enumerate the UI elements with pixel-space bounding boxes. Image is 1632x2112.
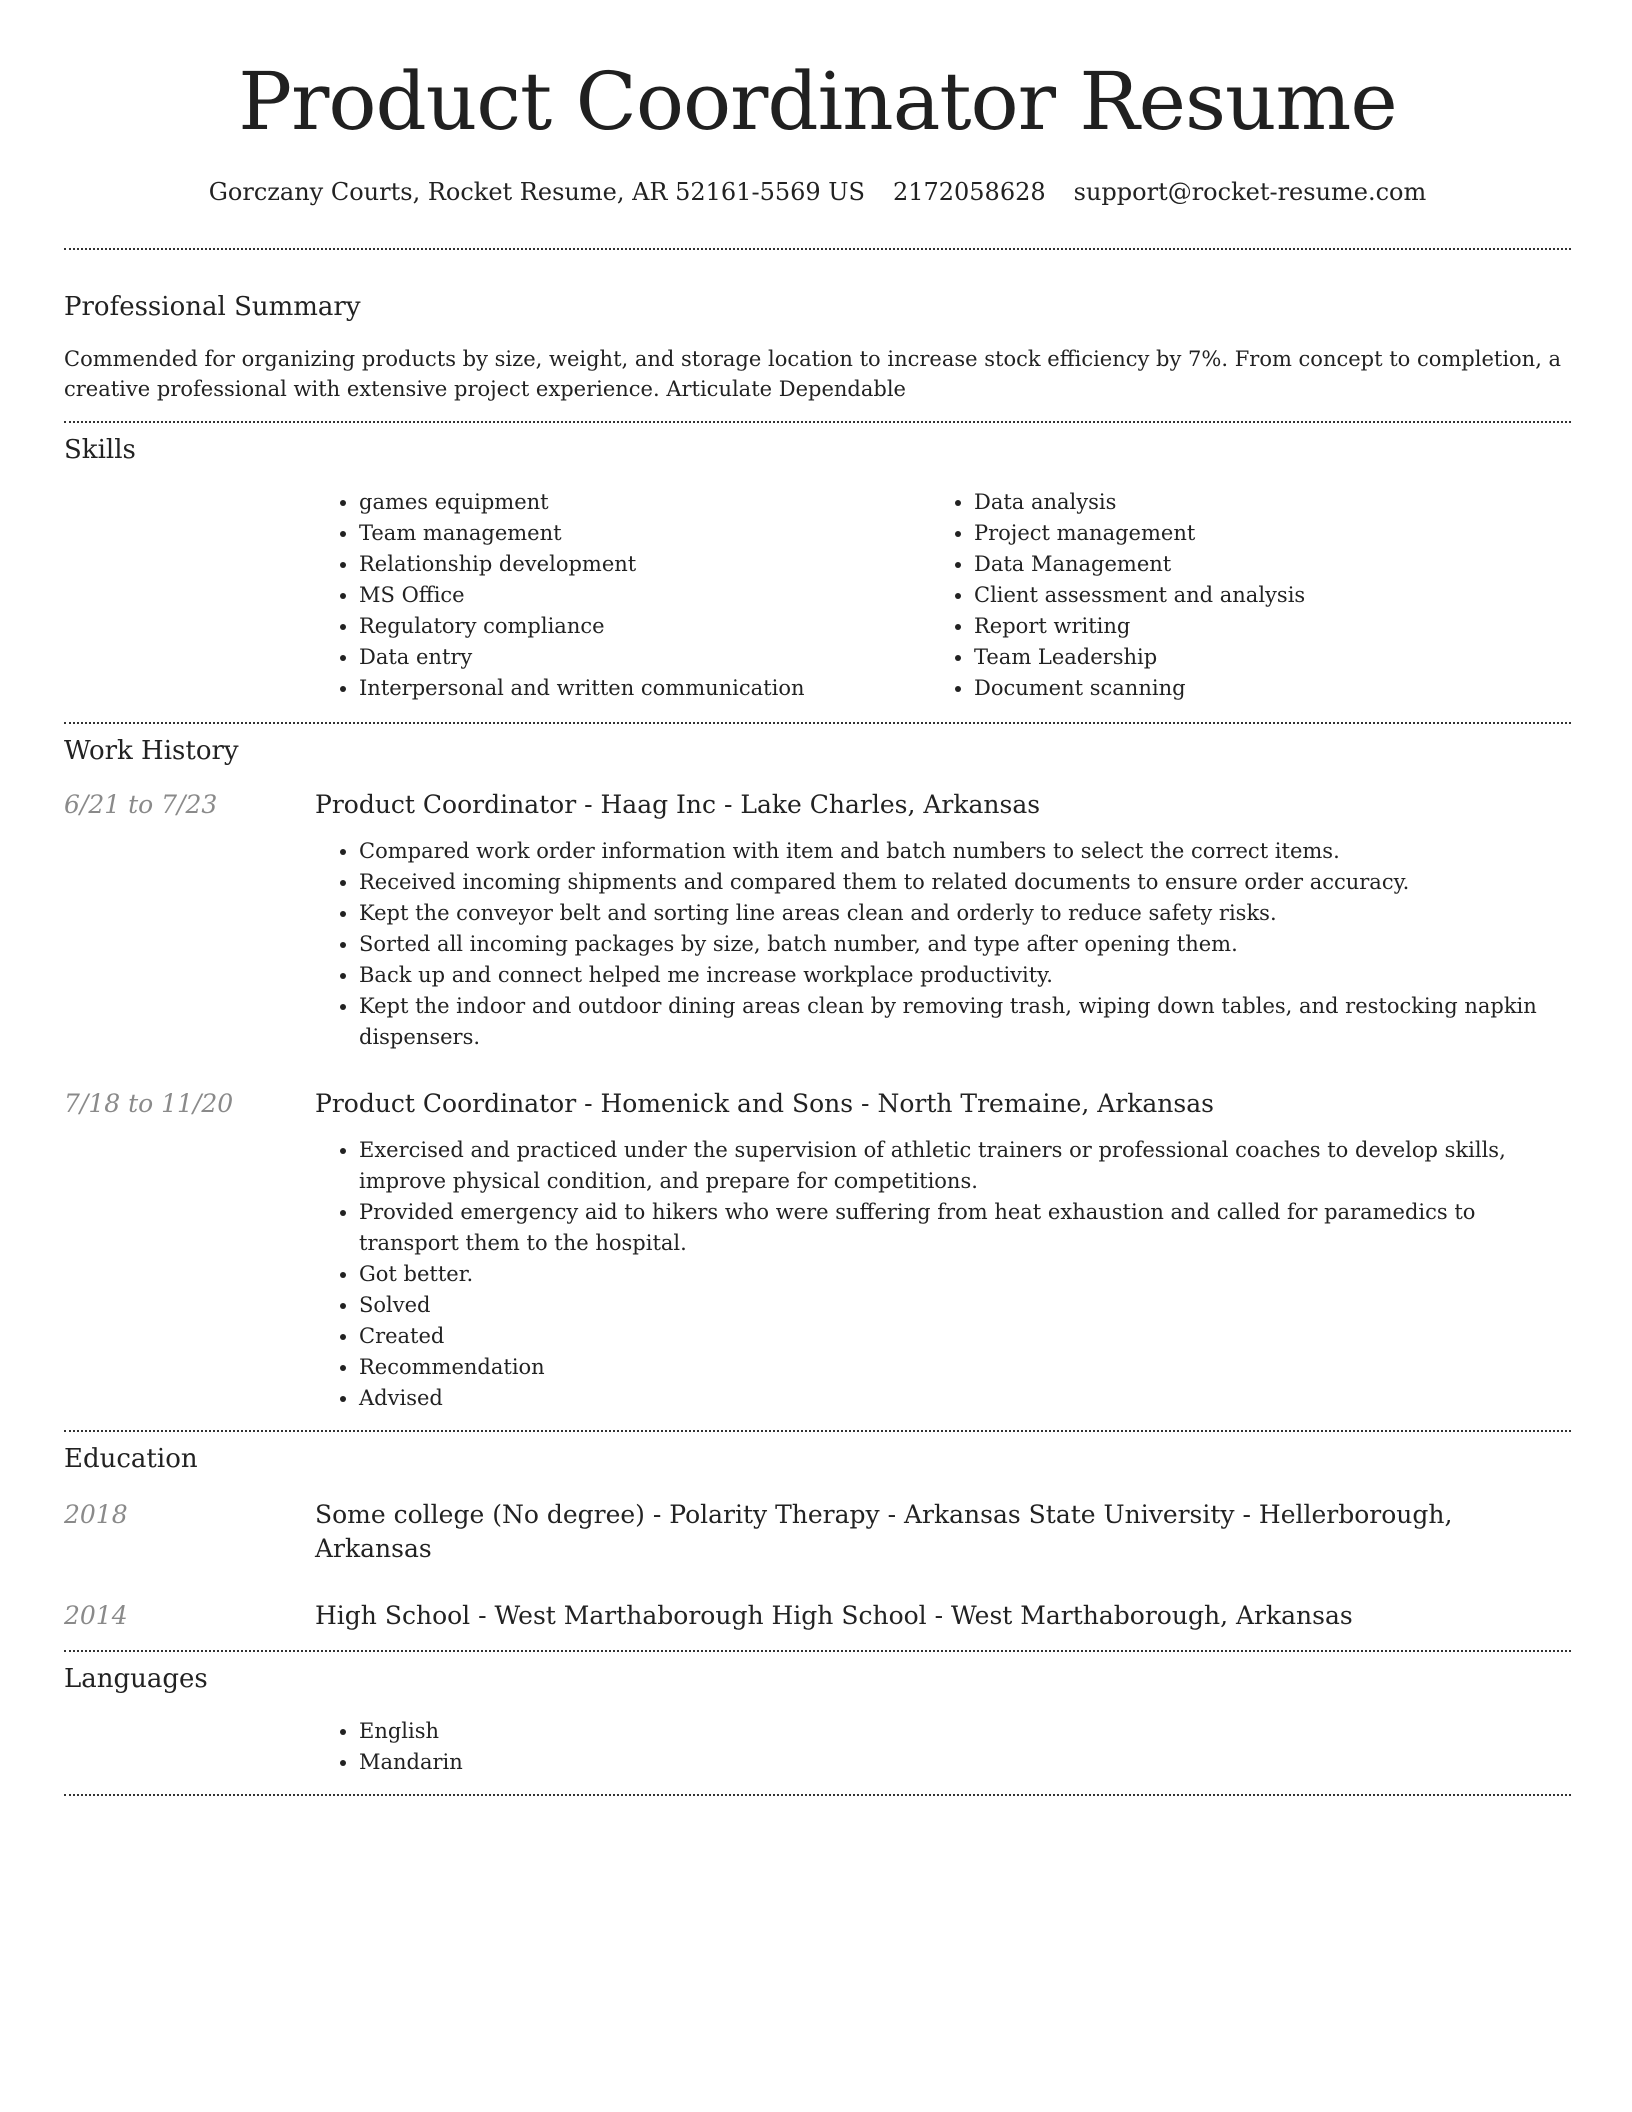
contact-phone: 2172058628 <box>892 178 1046 206</box>
skills-column-left <box>315 487 930 704</box>
education-detail: High School - West Marthaborough High School - West Marthaborough, Arkansas <box>315 1601 1353 1630</box>
job-title: Product Coordinator - Haag Inc - Lake Charles, Arkansas <box>315 790 1041 819</box>
skill-item: • Data analysis <box>974 487 1545 518</box>
education-year: 2014 <box>64 1601 128 1630</box>
skill-item: • Team management <box>359 518 930 549</box>
job-bullet: • Advised <box>359 1383 1571 1414</box>
job-bullets <box>315 1135 1571 1414</box>
section-title-summary: Professional Summary <box>64 292 361 322</box>
skill-item: • Project management <box>974 518 1545 549</box>
resume-page <box>64 0 1571 1796</box>
skill-item: • games equipment <box>359 487 930 518</box>
section-work-history <box>64 724 1571 1414</box>
contact-line <box>64 176 1571 208</box>
education-entry <box>64 1599 1571 1633</box>
job-bullet: • Got better. <box>359 1259 1571 1290</box>
skill-item: • Regulatory compliance <box>359 611 930 642</box>
language-item: • English <box>359 1716 1571 1747</box>
skill-item: • Document scanning <box>974 673 1545 704</box>
job-bullet: • Back up and connect helped me increase workplace productivity. <box>359 960 1571 991</box>
job-bullet: • Compared work order information with item and batch numbers to select the correct items. <box>359 836 1571 867</box>
job-title: Product Coordinator - Homenick and Sons - North Tremaine, Arkansas <box>315 1089 1214 1118</box>
language-item: • Mandarin <box>359 1747 1571 1778</box>
skills-list <box>315 487 1571 704</box>
job-bullet: • Provided emergency aid to hikers who were suffering from heat exhaustion and called for paramedics to transport them to the hospital. <box>359 1197 1571 1259</box>
job-bullet: • Created <box>359 1321 1571 1352</box>
job-bullet: • Kept the conveyor belt and sorting line areas clean and orderly to reduce safety risks. <box>359 898 1571 929</box>
job-bullet: • Recommendation <box>359 1352 1571 1383</box>
job-bullet: • Exercised and practiced under the supervision of athletic trainers or professional coaches to develop skills, improve physical condition, and prepare for competitions. <box>359 1135 1571 1197</box>
skill-item: • Data entry <box>359 642 930 673</box>
skill-item: • Interpersonal and written communication <box>359 673 930 704</box>
contact-address: Gorczany Courts, Rocket Resume, AR 52161-5569 US <box>208 178 865 206</box>
skills-column-right <box>930 487 1545 704</box>
skill-item: • Report writing <box>974 611 1545 642</box>
languages-list <box>315 1716 1571 1778</box>
skill-item: • Data Management <box>974 549 1545 580</box>
job-dates: 6/21 to 7/23 <box>64 790 218 819</box>
job-bullet: • Kept the indoor and outdoor dining areas clean by removing trash, wiping down tables, and restocking napkin dispensers. <box>359 991 1571 1053</box>
job-dates: 7/18 to 11/20 <box>64 1089 234 1118</box>
education-detail: Some college (No degree) - Polarity Therapy - Arkansas State University - Hellerborough, Arkansas <box>315 1500 1453 1563</box>
education-entry <box>64 1498 1571 1566</box>
job-bullet: • Solved <box>359 1290 1571 1321</box>
section-title-skills: Skills <box>64 435 136 465</box>
summary-text: Commended for organizing products by size, weight, and storage location to increase stock efficiency by 7%. From concept to completion, a creative professional with extensive project experience. Articulate Dependable <box>64 347 1562 401</box>
job-entry <box>64 1087 1571 1414</box>
section-languages <box>64 1652 1571 1778</box>
section-summary <box>64 250 1571 404</box>
education-year: 2018 <box>64 1500 128 1529</box>
section-title-languages: Languages <box>64 1664 208 1694</box>
contact-email: support@rocket-resume.com <box>1073 178 1427 206</box>
section-title-education: Education <box>64 1444 198 1474</box>
job-bullets <box>315 836 1571 1053</box>
job-entry <box>64 788 1571 1053</box>
skill-item: • Client assessment and analysis <box>974 580 1545 611</box>
section-skills <box>64 423 1571 704</box>
skill-item: • MS Office <box>359 580 930 611</box>
skill-item: • Team Leadership <box>974 642 1545 673</box>
resume-title: Product Coordinator Resume <box>238 55 1397 148</box>
divider <box>64 1794 1571 1796</box>
job-bullet: • Sorted all incoming packages by size, batch number, and type after opening them. <box>359 929 1571 960</box>
section-education <box>64 1432 1571 1633</box>
skill-item: • Relationship development <box>359 549 930 580</box>
section-title-work: Work History <box>64 736 239 766</box>
job-bullet: • Received incoming shipments and compared them to related documents to ensure order accuracy. <box>359 867 1571 898</box>
